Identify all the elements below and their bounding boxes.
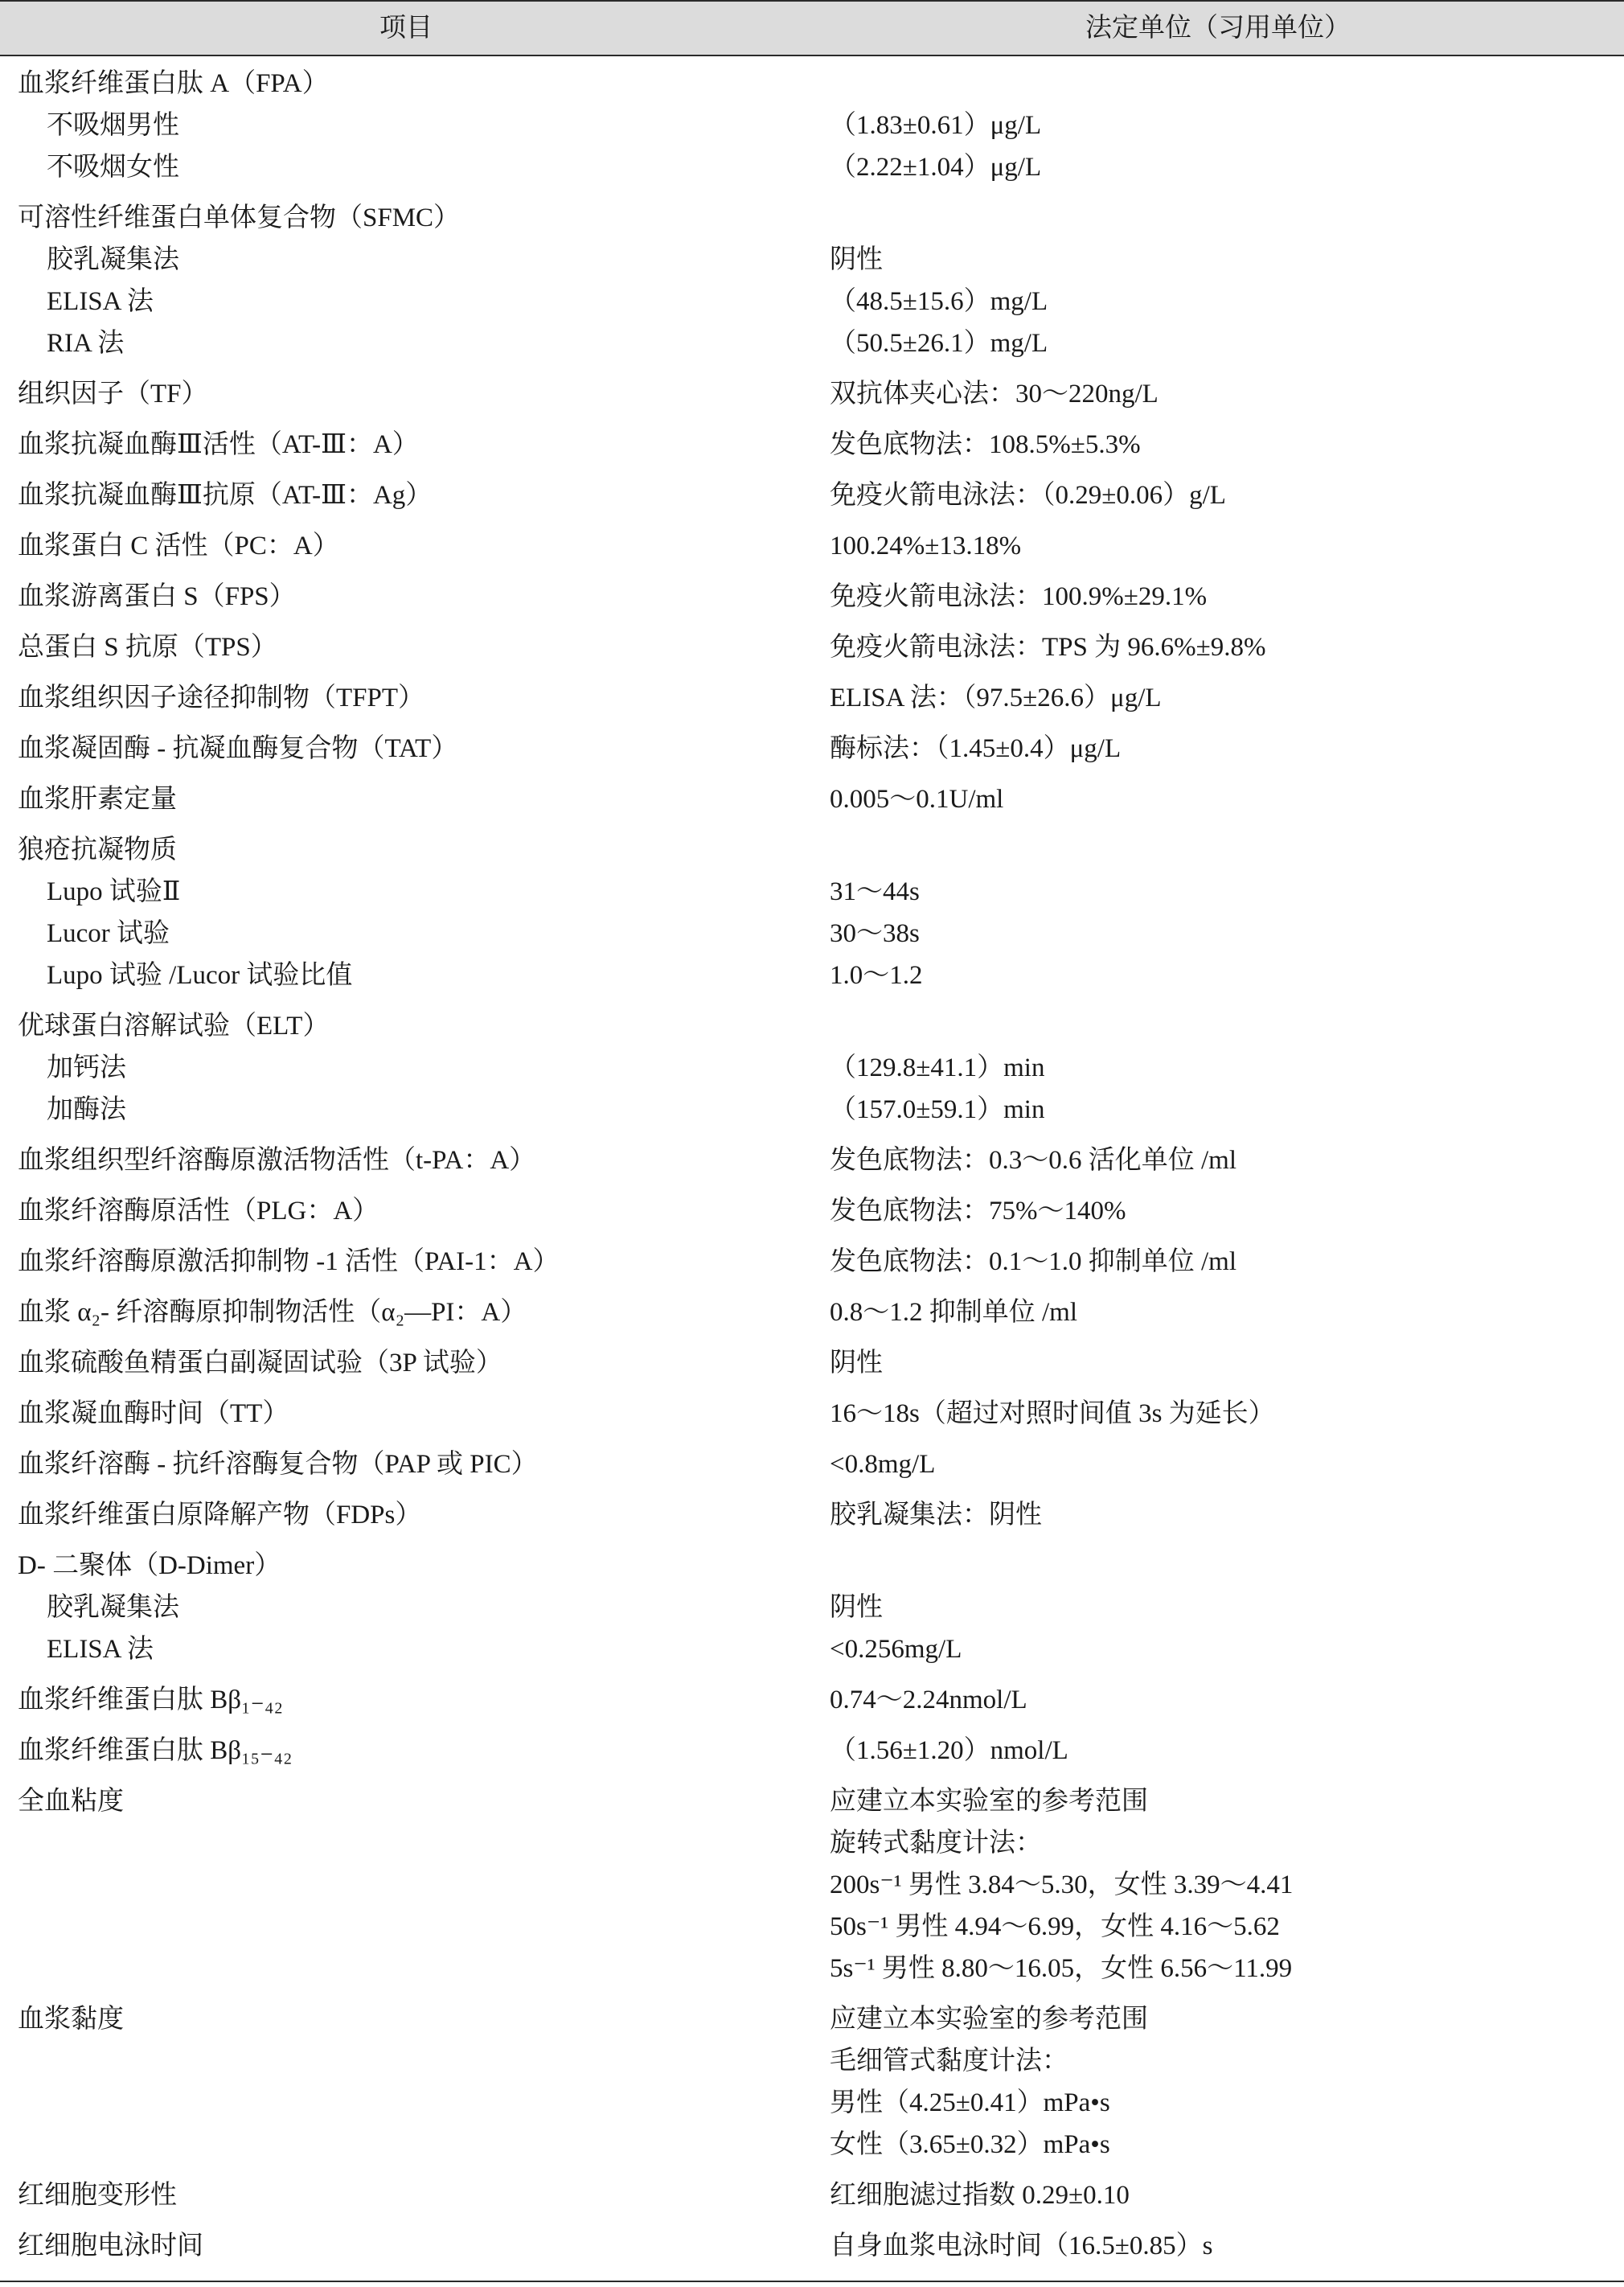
row-value: 酶标法：（1.45±0.4）μg/L bbox=[830, 734, 1122, 763]
table-row bbox=[0, 677, 1624, 719]
row-label: 不吸烟男性 bbox=[47, 111, 179, 140]
row-label: 血浆凝血酶时间（TT） bbox=[18, 1399, 289, 1428]
table-row bbox=[0, 2174, 1624, 2216]
row-value bbox=[830, 197, 1624, 239]
table-subrow bbox=[0, 913, 1624, 955]
row-label: D- 二聚体（D-Dimer） bbox=[18, 1551, 281, 1580]
row-value: 双抗体夹心法：30～220ng/L bbox=[830, 380, 1159, 409]
row-value: （50.5±26.1）mg/L bbox=[830, 329, 1048, 358]
table-subrow bbox=[0, 1047, 1624, 1089]
row-value: 0.005～0.1U/ml bbox=[830, 785, 1004, 814]
row-label: 血浆纤溶酶原激活抑制物 -1 活性（PAI-1：A） bbox=[18, 1247, 560, 1276]
table-group bbox=[0, 576, 1624, 626]
value-line: 男性（4.25±0.41）mPa•s bbox=[830, 2088, 1110, 2117]
table-row bbox=[0, 197, 1624, 239]
table-row bbox=[0, 576, 1624, 618]
row-value: 31～44s bbox=[830, 877, 920, 906]
row-value: 发色底物法：0.1～1.0 抑制单位 /ml bbox=[830, 1247, 1237, 1276]
row-label: 狼疮抗凝物质 bbox=[18, 836, 177, 864]
row-label: Lupo 试验 /Lucor 试验比值 bbox=[47, 961, 353, 990]
row-label: 加酶法 bbox=[47, 1095, 126, 1124]
row-label: 不吸烟女性 bbox=[47, 153, 179, 182]
row-value bbox=[830, 63, 1624, 105]
row-label: 全血粘度 bbox=[18, 1787, 124, 1816]
value-line: 50s⁻¹ 男性 4.94～6.99，女性 4.16～5.62 bbox=[830, 1912, 1280, 1941]
value-line: 毛细管式黏度计法： bbox=[830, 2047, 1068, 2076]
row-label: 优球蛋白溶解试验（ELT） bbox=[18, 1012, 330, 1041]
table-row bbox=[0, 778, 1624, 820]
row-value: （157.0±59.1）min bbox=[830, 1095, 1045, 1124]
row-value bbox=[830, 1005, 1624, 1047]
row-label: 组织因子（TF） bbox=[18, 380, 208, 409]
table-row bbox=[0, 1545, 1624, 1587]
row-value: 100.24%±13.18% bbox=[830, 532, 1022, 560]
row-label: 血浆黏度 bbox=[18, 2005, 124, 2034]
row-label: ELISA 法 bbox=[47, 287, 154, 316]
value-line: 女性（3.65±0.32）mPa•s bbox=[830, 2130, 1110, 2159]
row-value: 1.0～1.2 bbox=[830, 961, 923, 990]
table-row bbox=[0, 2225, 1624, 2267]
row-value: 胶乳凝集法：阴性 bbox=[830, 1501, 1042, 1529]
row-value: 30～38s bbox=[830, 919, 920, 948]
table-row bbox=[0, 1780, 1624, 1989]
table-row bbox=[0, 1494, 1624, 1536]
table-row bbox=[0, 525, 1624, 567]
row-label: 血浆纤维蛋白肽 A（FPA） bbox=[18, 69, 329, 98]
row-label: RIA 法 bbox=[47, 329, 125, 358]
table-group bbox=[0, 373, 1624, 424]
table-row bbox=[0, 1679, 1624, 1721]
row-label: 加钙法 bbox=[47, 1053, 126, 1082]
table-group bbox=[0, 1998, 1624, 2174]
table-group bbox=[0, 1190, 1624, 1241]
row-value: <0.8mg/L bbox=[830, 1450, 936, 1479]
row-label: 血浆游离蛋白 S（FPS） bbox=[18, 582, 296, 611]
row-value bbox=[830, 1780, 1624, 1989]
table-group bbox=[0, 1139, 1624, 1190]
table-subrow bbox=[0, 1089, 1624, 1131]
row-value: （48.5±15.6）mg/L bbox=[830, 287, 1048, 316]
table-group bbox=[0, 1494, 1624, 1545]
row-value: 免疫火箭电泳法：TPS 为 96.6%±9.8% bbox=[830, 633, 1266, 662]
table-group bbox=[0, 197, 1624, 373]
row-label: 血浆蛋白 C 活性（PC：A） bbox=[18, 532, 339, 560]
table-row bbox=[0, 829, 1624, 871]
row-value: 免疫火箭电泳法：100.9%±29.1% bbox=[830, 582, 1208, 611]
row-label: 血浆组织型纤溶酶原激活物活性（t-PA：A） bbox=[18, 1146, 536, 1175]
row-value: 0.74～2.24nmol/L bbox=[830, 1685, 1027, 1714]
table-group bbox=[0, 1291, 1624, 1342]
table-subrow bbox=[0, 1587, 1624, 1628]
table-group bbox=[0, 1679, 1624, 1730]
table-row bbox=[0, 626, 1624, 668]
row-label: 血浆凝固酶 - 抗凝血酶复合物（TAT） bbox=[18, 734, 458, 763]
row-label: ELISA 法 bbox=[47, 1635, 154, 1664]
row-label: 血浆抗凝血酶Ⅲ抗原（AT-Ⅲ：Ag） bbox=[18, 481, 433, 510]
table-row bbox=[0, 1730, 1624, 1772]
row-value: 自身血浆电泳时间（16.5±0.85）s bbox=[830, 2232, 1213, 2260]
value-line: 5s⁻¹ 男性 8.80～16.05，女性 6.56～11.99 bbox=[830, 1954, 1293, 1983]
table-group bbox=[0, 2174, 1624, 2225]
table-subrow bbox=[0, 871, 1624, 913]
row-label: 血浆纤溶酶 - 抗纤溶酶复合物（PAP 或 PIC） bbox=[18, 1450, 538, 1479]
table-row bbox=[0, 1190, 1624, 1232]
row-label: 胶乳凝集法 bbox=[47, 245, 179, 274]
table-row bbox=[0, 424, 1624, 466]
value-line: 应建立本实验室的参考范围 bbox=[830, 1787, 1148, 1816]
row-label: 红细胞电泳时间 bbox=[18, 2232, 203, 2260]
table-subrow bbox=[0, 322, 1624, 364]
table-subrow bbox=[0, 281, 1624, 322]
row-label: 血浆纤维蛋白肽 Bβ₁₅₋₄₂ bbox=[18, 1736, 293, 1765]
row-value: 红细胞滤过指数 0.29±0.10 bbox=[830, 2181, 1130, 2210]
row-value bbox=[830, 1545, 1624, 1587]
row-label: 胶乳凝集法 bbox=[47, 1593, 179, 1622]
row-value bbox=[830, 1998, 1624, 2166]
table-row bbox=[0, 63, 1624, 105]
row-value: 发色底物法：108.5%±5.3% bbox=[830, 430, 1141, 459]
row-label: 红细胞变形性 bbox=[18, 2181, 177, 2210]
row-value: 阴性 bbox=[830, 1349, 883, 1378]
table-subrow bbox=[0, 239, 1624, 281]
row-value bbox=[830, 829, 1624, 871]
value-line: 200s⁻¹ 男性 3.84～5.30，女性 3.39～4.41 bbox=[830, 1870, 1294, 1899]
table-subrow bbox=[0, 105, 1624, 146]
table-row bbox=[0, 1393, 1624, 1435]
value-line: 应建立本实验室的参考范围 bbox=[830, 2005, 1148, 2034]
table-group bbox=[0, 1005, 1624, 1139]
row-value: 发色底物法：75%～140% bbox=[830, 1197, 1126, 1226]
row-label: 血浆硫酸鱼精蛋白副凝固试验（3P 试验） bbox=[18, 1349, 502, 1378]
table-group bbox=[0, 1780, 1624, 1998]
table-group bbox=[0, 424, 1624, 474]
table-group bbox=[0, 474, 1624, 525]
value-line: 旋转式黏度计法： bbox=[830, 1829, 1042, 1858]
table-group bbox=[0, 677, 1624, 728]
row-value: 阴性 bbox=[830, 1593, 883, 1622]
table-subrow bbox=[0, 955, 1624, 996]
table-row bbox=[0, 1443, 1624, 1485]
table-group bbox=[0, 1443, 1624, 1494]
table-subrow bbox=[0, 1628, 1624, 1670]
header-item: 项目 bbox=[379, 14, 433, 43]
row-label: 血浆抗凝血酶Ⅲ活性（AT-Ⅲ：A） bbox=[18, 430, 419, 459]
table-subrow bbox=[0, 146, 1624, 188]
row-value: ELISA 法：（97.5±26.6）μg/L bbox=[830, 684, 1162, 712]
table-header bbox=[0, 0, 1624, 56]
table-group bbox=[0, 1730, 1624, 1780]
row-value: 免疫火箭电泳法：（0.29±0.06）g/L bbox=[830, 481, 1226, 510]
row-label: 血浆纤溶酶原活性（PLG：A） bbox=[18, 1197, 379, 1226]
row-label: Lucor 试验 bbox=[47, 919, 170, 948]
table-row bbox=[0, 474, 1624, 516]
row-label: Lupo 试验Ⅱ bbox=[47, 877, 181, 906]
row-label: 血浆 α₂- 纤溶酶原抑制物活性（α₂—PI：A） bbox=[18, 1298, 527, 1327]
table-row bbox=[0, 1342, 1624, 1384]
row-value: <0.256mg/L bbox=[830, 1635, 962, 1664]
row-label: 可溶性纤维蛋白单体复合物（SFMC） bbox=[18, 203, 461, 232]
row-value: 0.8～1.2 抑制单位 /ml bbox=[830, 1298, 1078, 1327]
table-group bbox=[0, 1393, 1624, 1443]
row-label: 血浆纤维蛋白肽 Bβ₁₋₄₂ bbox=[18, 1685, 283, 1714]
row-value: 发色底物法：0.3～0.6 活化单位 /ml bbox=[830, 1146, 1237, 1175]
table-group bbox=[0, 1545, 1624, 1679]
table-row bbox=[0, 1241, 1624, 1283]
row-value: 16～18s（超过对照时间值 3s 为延长） bbox=[830, 1399, 1275, 1428]
table-body bbox=[0, 56, 1624, 2282]
row-value: （2.22±1.04）μg/L bbox=[830, 153, 1042, 182]
table-group bbox=[0, 2225, 1624, 2276]
row-label: 总蛋白 S 抗原（TPS） bbox=[18, 633, 277, 662]
table-group bbox=[0, 626, 1624, 677]
table-row bbox=[0, 1291, 1624, 1333]
row-value: （129.8±41.1）min bbox=[830, 1053, 1045, 1082]
table-group bbox=[0, 63, 1624, 197]
row-value: （1.56±1.20）nmol/L bbox=[830, 1736, 1068, 1765]
row-label: 血浆组织因子途径抑制物（TFPT） bbox=[18, 684, 425, 712]
row-label: 血浆纤维蛋白原降解产物（FDPs） bbox=[18, 1501, 422, 1529]
table-row bbox=[0, 728, 1624, 770]
row-label: 血浆肝素定量 bbox=[18, 785, 177, 814]
table-row bbox=[0, 1005, 1624, 1047]
table-group bbox=[0, 778, 1624, 829]
table-row bbox=[0, 373, 1624, 415]
table-row bbox=[0, 1139, 1624, 1181]
table-row bbox=[0, 1998, 1624, 2166]
table-group bbox=[0, 1342, 1624, 1393]
header-unit: 法定单位（习用单位） bbox=[1085, 14, 1351, 43]
table-group bbox=[0, 1241, 1624, 1291]
table-group bbox=[0, 728, 1624, 778]
table-group bbox=[0, 525, 1624, 576]
row-value: 阴性 bbox=[830, 245, 883, 274]
row-value: （1.83±0.61）μg/L bbox=[830, 111, 1042, 140]
table-group bbox=[0, 829, 1624, 1005]
